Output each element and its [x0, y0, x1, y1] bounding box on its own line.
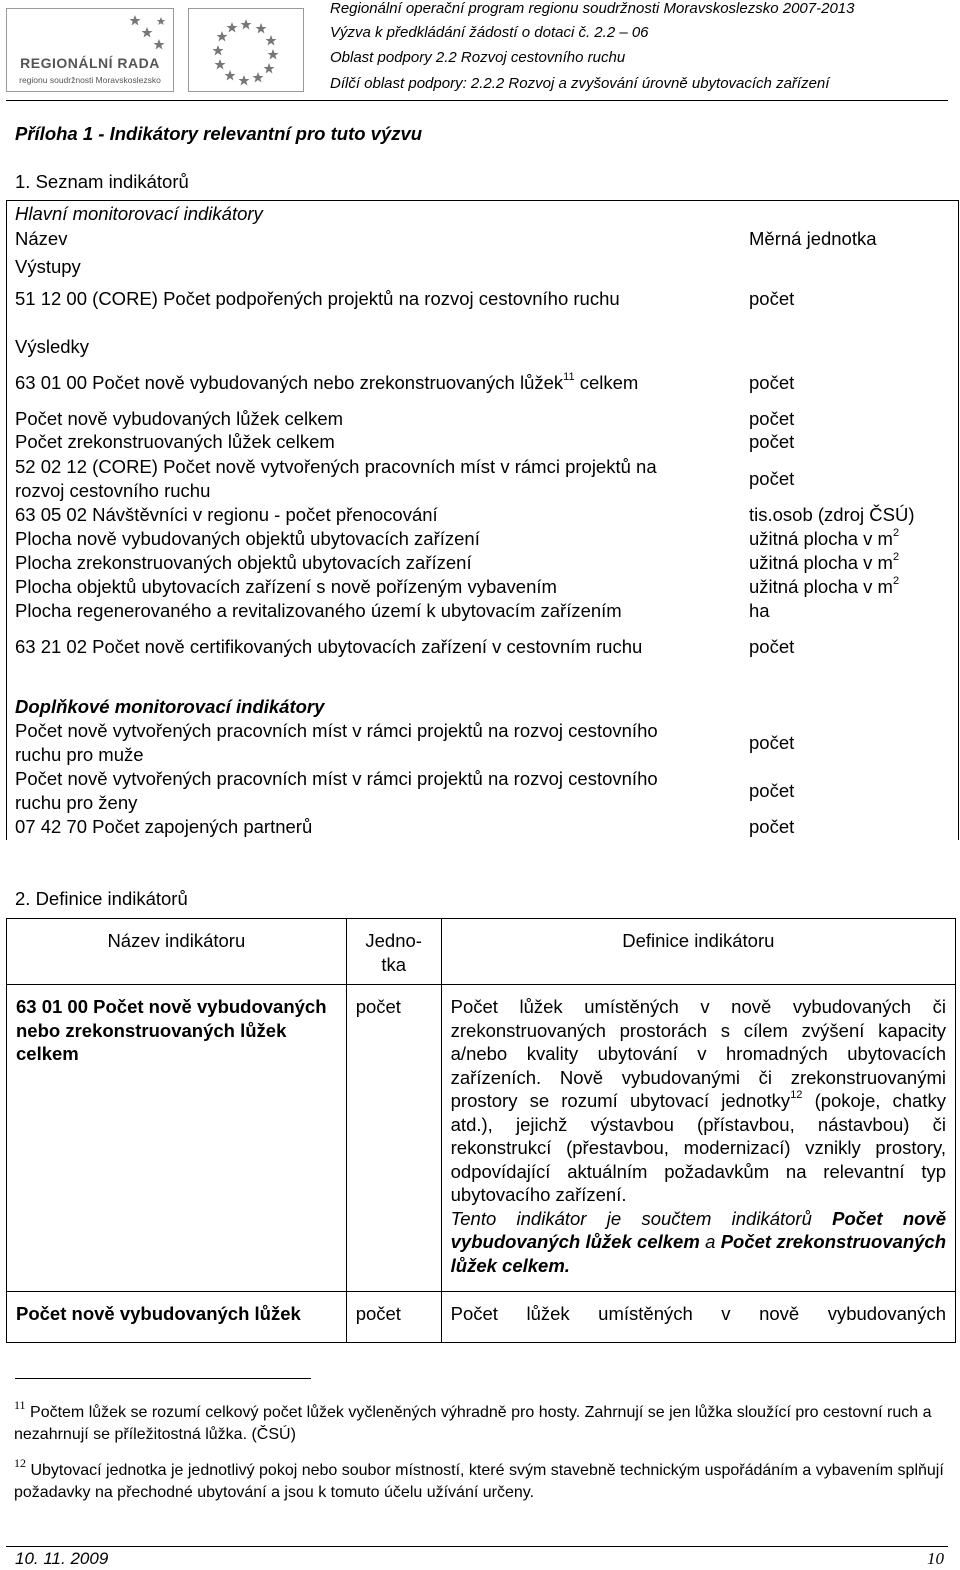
th-definition: Definice indikátoru [441, 919, 955, 985]
indicator-unit: počet [749, 372, 795, 393]
indicator-name: 63 05 02 Návštěvníci v regionu - počet přenocování [15, 504, 438, 525]
indicator-unit: počet [749, 636, 795, 657]
footnote: $^{12}$ Ubytovací jednotka je jednotlivý pokoj nebo soubor místností, které svým stavebně technickým uspořádáním a vybavením splňují požadavky na přechodné ubytování a jsou k tomuto účelu užívání určeny. [14, 1455, 944, 1501]
indicator-unit: ha [749, 600, 770, 621]
indicator-name: Plocha objektů ubytovacích zařízení s nově pořízeným vybavením [15, 576, 557, 597]
outputs-heading: Výstupy [15, 256, 81, 277]
indicator-unit: počet [749, 408, 795, 429]
indicator-name-line1: Počet nově vytvořených pracovních míst v rámci projektů na rozvoj cestovního [15, 768, 658, 789]
footnote-ref: 12 [790, 1088, 803, 1101]
page-number: 10 [927, 1549, 944, 1568]
annex-title: Příloha 1 - Indikátory relevantní pro tuto výzvu [15, 123, 423, 144]
indicator-unit: užitná plocha v $m^2$ [749, 526, 900, 549]
indicator-name-cell: 63 01 00 Počet nově vybudovaných nebo zrekonstruovaných lůžek celkem [7, 985, 347, 1292]
indicator-unit: užitná plocha v $m^2$ [749, 574, 900, 597]
th-unit: Jedno- tka [346, 919, 441, 985]
header-area: Oblast podpory 2.2 Rozvoj cestovního ruchu [330, 49, 626, 66]
header-subarea: Dílčí oblast podpory: 2.2.2 Rozvoj a zvyšování úrovně ubytovacích zařízení [330, 75, 830, 92]
table-header-row [7, 919, 956, 985]
indicator-unit: počet [749, 431, 795, 452]
footer-rule [6, 1546, 948, 1547]
table-row [7, 1292, 956, 1343]
indicator-name: 51 12 00 (CORE) Počet podpořených projektů na rozvoj cestovního ruchu [15, 288, 620, 309]
regional-council-logo [6, 8, 174, 92]
indicator-unit: počet [749, 288, 795, 309]
indicator-list-top-rule [6, 200, 958, 201]
indicator-name-line2: ruchu pro muže [15, 744, 144, 765]
eu-flag-logo [188, 8, 304, 92]
header-call: Výzva k předkládání žádostí o dotaci č. 2.2 – 06 [330, 24, 649, 41]
indicator-unit: tis.osob (zdroj ČSÚ) [749, 504, 915, 525]
indicator-name-line2: ruchu pro ženy [15, 792, 138, 813]
footer-date: 10. 11. 2009 [15, 1549, 109, 1568]
indicator-name: 63 01 00 Počet nově vybudovaných nebo zrekonstruovaných lůžek$^{11}$ celkem [15, 370, 639, 393]
indicator-name: Plocha zrekonstruovaných objektů ubytovacích zařízení [15, 552, 472, 573]
logo-subtitle: regionu soudržnosti Moravskoslezsko [19, 75, 161, 85]
th-indicator-name: Název indikátoru [7, 919, 347, 985]
definition-cell: Počet lůžek umístěných v nově vybudovaných či zrekonstruovaných prostorách s cílem zvýšení kapacity a/nebo kvality ubytování v hromadných ubytovacích zařízeních. Nově vybudovanými či zrekonstruovanými prostory se rozumí ubytovací jednotky$^{12}$ (pokoje, chatky atd.), jejichž výstavbou (přístavbou, nástavbou) či rekonstrukcí (přestavbou, modernizací) vznikly prostory, odpovídající aktuálním požadavkům na relevantní typ ubytovacího zařízení. Tento indikátor je součtem indikátorů Počet nově vybudovaných lůžek celkem a Počet zrekonstruovaných lůžek celkem. [441, 985, 955, 1292]
eu-stars-icon [125, 13, 169, 57]
indicator-name-cell: Počet nově vybudovaných lůžek [7, 1292, 347, 1343]
logo-title: REGIONÁLNÍ RADA [20, 55, 160, 71]
indicator-name: 63 21 02 Počet nově certifikovaných ubytovacích zařízení v cestovním ruchu [15, 636, 643, 657]
indicator-unit: užitná plocha v $m^2$ [749, 550, 900, 573]
footnote-separator [15, 1378, 311, 1379]
section1-title: 1. Seznam indikátorů [15, 171, 189, 192]
unit-cell: počet [346, 1292, 441, 1343]
header-rule [6, 100, 948, 101]
supplementary-indicators-heading: Doplňkové monitorovací indikátory [15, 696, 325, 717]
indicator-unit: počet [749, 780, 795, 801]
indicator-name-line2: rozvoj cestovního ruchu [15, 480, 211, 501]
indicator-name: Plocha regenerovaného a revitalizovaného území k ubytovacím zařízením [15, 600, 622, 621]
indicator-name: Počet nově vybudovaných lůžek celkem [15, 408, 344, 429]
definitions-table [6, 918, 956, 1343]
col-unit-header: Měrná jednotka [749, 228, 877, 249]
indicator-unit: počet [749, 816, 795, 837]
section2-title: 2. Definice indikátorů [15, 888, 188, 909]
table-row [7, 985, 956, 1292]
indicator-unit: počet [749, 468, 795, 489]
footnote-ref: 11 [563, 370, 575, 383]
unit-cell: počet [346, 985, 441, 1292]
indicator-name: Počet zrekonstruovaných lůžek celkem [15, 431, 335, 452]
indicator-name: 07 42 70 Počet zapojených partnerů [15, 816, 313, 837]
eu-star-circle-icon [189, 9, 303, 91]
indicator-unit: počet [749, 732, 795, 753]
indicator-name: Plocha nově vybudovaných objektů ubytovacích zařízení [15, 528, 480, 549]
main-indicators-heading: Hlavní monitorovací indikátory [15, 203, 263, 224]
indicator-name-line1: Počet nově vytvořených pracovních míst v rámci projektů na rozvoj cestovního [15, 720, 658, 741]
definition-cell: Počet lůžek umístěných v nově vybudovaných [441, 1292, 955, 1343]
results-heading: Výsledky [15, 336, 90, 357]
indicator-name-line1: 52 02 12 (CORE) Počet nově vytvořených pracovních míst v rámci projektů na [15, 456, 657, 477]
footnote: $^{11}$ Počtem lůžek se rozumí celkový počet lůžek vyčleněných výhradně pro hosty. Zahrnují se jen lůžka sloužící pro cestovní ruch a nezahrnují se příležitostná lůžka. (ČSÚ) [14, 1397, 932, 1443]
col-name-header: Název [15, 228, 68, 249]
header-program: Regionální operační program regionu soudržnosti Moravskoslezsko 2007-2013 [330, 0, 855, 17]
